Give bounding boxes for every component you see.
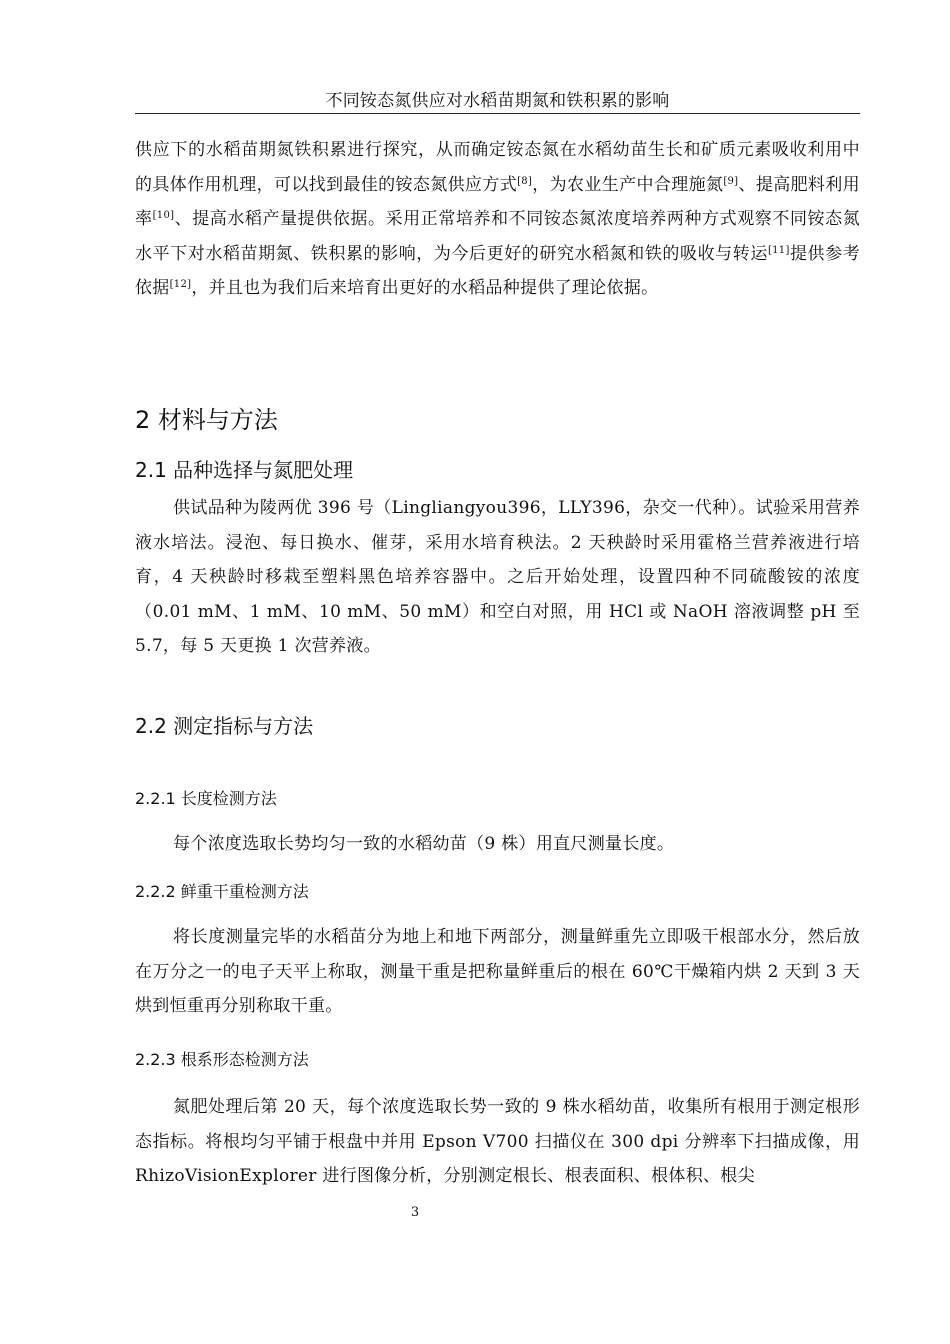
intro-text-4: 、提高水稻产量提供依据。采用正常培养和不同铵态氮浓度培养两种方式观察不同铵态氮水平下对水稻苗期氮、铁积累的影响，为今后更好的研究水稻氮和铁的吸收与转运 bbox=[135, 209, 860, 264]
section-2-2-3-heading: 2.2.3 根系形态检测方法 bbox=[135, 1050, 309, 1069]
citation-9[interactable]: [9] bbox=[723, 175, 739, 187]
intro-text-1: 供应下的水稻苗期氮铁积累进行探究，从而确定铵态氮在水稻幼苗生长和矿质元素吸收利用中的具体作用机理，可以找到最佳的铵态氮供应方式 bbox=[135, 140, 860, 195]
header-rule bbox=[135, 113, 860, 114]
section-2-2-1-paragraph: 每个浓度选取长势均匀一致的水稻幼苗（9 株）用直尺测量长度。 bbox=[173, 834, 675, 854]
section-2-2-2-paragraph: 将长度测量完毕的水稻苗分为地上和地下两部分，测量鲜重先立即吸干根部水分，然后放在万分之一的电子天平上称取，测量干重是把称量鲜重后的根在 60℃干燥箱内烘 2 天到 3 天烘到恒重再分别称取干重。 bbox=[135, 927, 860, 1016]
section-2-1-paragraph: 供试品种为陵两优 396 号（Lingliangyou396，LLY396，杂交一代种）。试验采用营养液水培法。浸泡、每日换水、催芽，采用水培育秧法。2 天秧龄时采用霍格兰营养液进行培育，4 天秧龄时移栽至塑料黑色培养容器中。之后开始处理，设置四种不同硫酸铵的浓度（0.01 mM、1 mM、10 mM、50 mM）和空白对照，用 HCl 或 NaOH 溶液调整 pH 至 5.7，每 5 天更换 1 次营养液。 bbox=[135, 498, 860, 656]
section-2-2-heading: 2.2 测定指标与方法 bbox=[135, 714, 314, 738]
intro-text-2: ，为农业生产中合理施氮 bbox=[532, 174, 724, 195]
section-2-2-1-heading: 2.2.1 长度检测方法 bbox=[135, 789, 277, 808]
citation-10[interactable]: [10] bbox=[152, 210, 175, 221]
section-2-2-2-heading: 2.2.2 鲜重干重检测方法 bbox=[135, 882, 309, 901]
page-number: 3 bbox=[410, 1205, 420, 1220]
section-2-1-heading: 2.1 品种选择与氮肥处理 bbox=[135, 458, 354, 482]
intro-paragraph bbox=[135, 133, 860, 306]
section-2-2-3-paragraph: 氮肥处理后第 20 天，每个浓度选取长势一致的 9 株水稻幼苗，收集所有根用于测定根形态指标。将根均匀平铺于根盘中并用 Epson V700 扫描仪在 300 dpi 分辨率下扫描成像，用 RhizoVisionExplorer 进行图像分析，分别测定根长、根表面积、根体积、根尖 bbox=[135, 1097, 860, 1186]
intro-text-6: ，并且也为我们后来培育出更好的水稻品种提供了理论依据。 bbox=[191, 278, 659, 298]
citation-11[interactable]: [11] bbox=[767, 244, 790, 256]
running-header: 不同铵态氮供应对水稻苗期氮和铁积累的影响 bbox=[325, 91, 670, 111]
intro-text-5: 提供参考依据 bbox=[135, 243, 860, 298]
citation-12[interactable]: [12] bbox=[169, 279, 192, 290]
section-2-heading: 2 材料与方法 bbox=[135, 406, 278, 434]
citation-8[interactable]: [8] bbox=[517, 175, 533, 187]
intro-text-3: 、提高肥料利用率 bbox=[135, 174, 860, 229]
